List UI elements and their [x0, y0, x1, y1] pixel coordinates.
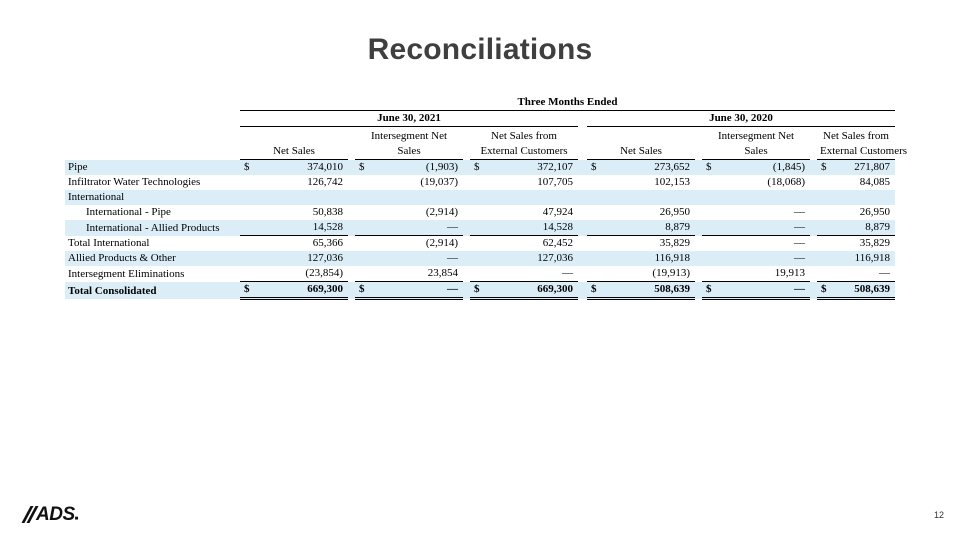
value-cell [587, 175, 695, 190]
currency-symbol: $ [359, 161, 365, 173]
currency-symbol: $ [821, 283, 827, 295]
column-gap [578, 205, 587, 220]
value-cell-inner [702, 205, 810, 220]
cell-value: — [794, 221, 805, 233]
column-gap [348, 160, 355, 176]
value-cell [817, 220, 895, 236]
column-header-line: Sales [744, 145, 768, 157]
cell-value: 271,807 [854, 161, 890, 173]
cell-value: 65,366 [312, 237, 343, 249]
cell-value: (2,914) [425, 237, 458, 249]
value-cell [355, 190, 463, 205]
value-cell-inner [817, 282, 895, 297]
currency-symbol: $ [474, 283, 480, 295]
value-cell-inner [702, 251, 810, 266]
value-cell [470, 160, 578, 176]
column-gap [463, 266, 470, 282]
cell-value: 508,639 [854, 283, 890, 295]
value-cell [240, 190, 348, 205]
value-cell-inner [587, 236, 695, 251]
column-gap [810, 127, 817, 160]
value-cell [470, 266, 578, 282]
value-cell-inner [702, 175, 810, 190]
cell-value: 273,652 [654, 161, 690, 173]
value-cell [702, 282, 810, 299]
value-cell [702, 175, 810, 190]
value-cell [355, 205, 463, 220]
value-cell [817, 236, 895, 252]
cell-value: 14,528 [312, 221, 343, 233]
value-cell [240, 175, 348, 190]
cell-value: (1,903) [425, 161, 458, 173]
cell-value: 26,950 [659, 206, 690, 218]
value-cell-inner [240, 175, 348, 190]
value-cell [470, 236, 578, 252]
value-cell-inner [587, 266, 695, 281]
value-cell [587, 282, 695, 299]
value-cell-inner [587, 282, 695, 297]
row-label: Total International [68, 237, 150, 249]
value-cell [470, 282, 578, 299]
period-header-row [65, 95, 895, 111]
value-cell-inner [587, 251, 695, 266]
value-cell [702, 251, 810, 266]
value-cell-inner [817, 160, 895, 175]
column-gap [348, 175, 355, 190]
row-label: Allied Products & Other [65, 251, 240, 266]
value-cell [587, 266, 695, 282]
column-header [355, 127, 463, 160]
value-cell-inner [355, 175, 463, 190]
column-gap [695, 160, 702, 176]
value-cell-inner [470, 251, 578, 266]
value-cell [817, 160, 895, 176]
cell-value: 127,036 [537, 252, 573, 264]
cell-value: 126,742 [307, 176, 343, 188]
value-cell [470, 190, 578, 205]
header-spacer [65, 127, 240, 160]
column-gap [810, 205, 817, 220]
value-cell [240, 266, 348, 282]
value-cell [470, 251, 578, 266]
currency-symbol: $ [821, 161, 827, 173]
column-gap [578, 282, 587, 299]
column-gap [810, 220, 817, 236]
cell-value: (19,913) [652, 267, 690, 279]
column-header-line: Sales [397, 145, 421, 157]
column-gap [695, 236, 702, 252]
column-gap [578, 127, 587, 160]
column-gap [578, 266, 587, 282]
cell-value: 508,639 [654, 283, 690, 295]
column-header-line: Net Sales [273, 145, 315, 157]
value-cell [817, 282, 895, 299]
column-gap [463, 190, 470, 205]
cell-value: 374,010 [307, 161, 343, 173]
table-row [65, 160, 895, 176]
cell-value: 23,854 [427, 267, 458, 279]
value-cell [817, 251, 895, 266]
value-cell [355, 220, 463, 236]
column-gap [810, 251, 817, 266]
cell-value: — [447, 283, 458, 295]
value-cell-inner [587, 175, 695, 190]
cell-value: (18,068) [767, 176, 805, 188]
page-title: Reconciliations [367, 33, 593, 66]
cell-value: 116,918 [654, 252, 690, 264]
value-cell-inner [240, 282, 348, 297]
value-cell-inner [355, 251, 463, 266]
value-cell-inner [587, 205, 695, 220]
column-header [587, 127, 695, 160]
column-header-line: External Customers [480, 145, 568, 157]
column-gap [348, 220, 355, 236]
cell-value: — [562, 267, 573, 279]
column-gap [810, 190, 817, 205]
value-cell-inner [240, 205, 348, 220]
value-cell [702, 220, 810, 236]
column-gap [578, 175, 587, 190]
value-cell [240, 160, 348, 176]
reconciliation-table-container [65, 95, 908, 300]
value-cell-inner [470, 220, 578, 235]
row-label: Pipe [65, 160, 240, 176]
value-cell-inner [355, 205, 463, 220]
group-header: June 30, 2020 [587, 111, 895, 127]
cell-value: — [794, 237, 805, 249]
column-gap [695, 205, 702, 220]
group-gap [578, 111, 587, 127]
column-gap [695, 190, 702, 205]
column-gap [348, 190, 355, 205]
cell-value: 47,924 [542, 206, 573, 218]
column-header-line: Intersegment Net [370, 130, 448, 142]
column-header [702, 127, 810, 160]
cell-value: (2,914) [425, 206, 458, 218]
column-header [240, 127, 348, 160]
row-label: International - Allied Products [65, 220, 240, 236]
column-gap [348, 205, 355, 220]
table-row [65, 220, 895, 236]
column-gap [578, 251, 587, 266]
column-gap [810, 266, 817, 282]
cell-value: 116,918 [854, 252, 890, 264]
total-row [65, 282, 895, 299]
currency-symbol: $ [706, 161, 712, 173]
cell-value: 102,153 [654, 176, 690, 188]
value-cell-inner [470, 175, 578, 190]
value-cell-inner [355, 220, 463, 235]
value-cell [587, 205, 695, 220]
column-gap [578, 236, 587, 252]
cell-value: 8,879 [865, 221, 890, 233]
cell-value: — [879, 267, 890, 279]
column-header-line: External Customers [820, 145, 908, 157]
value-cell-inner [702, 266, 810, 281]
cell-value: 8,879 [665, 221, 690, 233]
period-header: Three Months Ended [240, 95, 895, 111]
column-gap [810, 175, 817, 190]
column-gap [810, 160, 817, 176]
column-header-line: Intersegment Net [717, 130, 795, 142]
value-cell-inner [355, 236, 463, 251]
value-cell [355, 282, 463, 299]
value-cell-inner [240, 266, 348, 281]
value-cell-inner [702, 160, 810, 175]
cell-value: (1,845) [772, 161, 805, 173]
value-cell-inner [702, 282, 810, 297]
cell-value: — [794, 252, 805, 264]
value-cell [817, 190, 895, 205]
column-gap [810, 236, 817, 252]
column-header-row [65, 127, 895, 160]
value-cell-inner [817, 236, 895, 251]
cell-value: 35,829 [859, 237, 890, 249]
value-cell-inner [470, 282, 578, 297]
column-gap [463, 282, 470, 299]
column-gap [578, 190, 587, 205]
value-cell-inner [240, 251, 348, 266]
column-gap [463, 220, 470, 236]
value-cell [355, 266, 463, 282]
cell-value: 14,528 [542, 221, 573, 233]
value-cell [470, 220, 578, 236]
cell-value: 19,913 [774, 267, 805, 279]
cell-value: 35,829 [659, 237, 690, 249]
column-gap [348, 127, 355, 160]
value-cell-inner [240, 236, 348, 251]
value-cell-inner [817, 251, 895, 266]
logo-dot-icon: ■ [74, 516, 78, 522]
column-header [470, 127, 578, 160]
column-gap [463, 160, 470, 176]
value-cell [470, 205, 578, 220]
value-cell [702, 266, 810, 282]
row-label: Infiltrator Water Technologies [68, 176, 201, 188]
value-cell [702, 190, 810, 205]
column-gap [348, 236, 355, 252]
value-cell [702, 236, 810, 252]
row-label: International - Pipe [86, 206, 171, 218]
cell-value: 26,950 [859, 206, 890, 218]
cell-value: 372,107 [537, 161, 573, 173]
column-gap [463, 175, 470, 190]
column-gap [463, 127, 470, 160]
value-cell-inner [817, 220, 895, 235]
value-cell [587, 160, 695, 176]
logo-text: ADS [36, 504, 75, 525]
cell-value: 127,036 [307, 252, 343, 264]
row-label: International [65, 190, 240, 205]
value-cell [470, 175, 578, 190]
value-cell-inner [817, 266, 895, 281]
value-cell [240, 236, 348, 252]
header-spacer [65, 95, 240, 111]
column-gap [463, 236, 470, 252]
currency-symbol: $ [359, 283, 365, 295]
value-cell [240, 282, 348, 299]
column-gap [695, 127, 702, 160]
column-gap [695, 220, 702, 236]
value-cell [587, 220, 695, 236]
value-cell [355, 175, 463, 190]
value-cell [702, 160, 810, 176]
column-gap [695, 175, 702, 190]
header-spacer [65, 111, 240, 127]
value-cell [587, 190, 695, 205]
cell-value: 84,085 [859, 176, 890, 188]
cell-value: (23,854) [305, 267, 343, 279]
column-gap [695, 251, 702, 266]
column-gap [348, 266, 355, 282]
cell-value: — [794, 283, 805, 295]
value-cell-inner [817, 175, 895, 190]
cell-value: — [447, 252, 458, 264]
column-gap [695, 266, 702, 282]
value-cell [240, 205, 348, 220]
column-header-line: Net Sales from [491, 130, 557, 142]
cell-value: 669,300 [537, 283, 573, 295]
value-cell-inner [470, 266, 578, 281]
value-cell-inner [587, 220, 695, 235]
page-number: 12 [933, 510, 944, 520]
currency-symbol: $ [244, 161, 250, 173]
currency-symbol: $ [474, 161, 480, 173]
value-cell [240, 251, 348, 266]
cell-value: 62,452 [542, 237, 573, 249]
value-cell [817, 175, 895, 190]
value-cell [587, 251, 695, 266]
row-label: Total Consolidated [65, 282, 240, 299]
value-cell [702, 205, 810, 220]
currency-symbol: $ [244, 283, 250, 295]
value-cell-inner [702, 220, 810, 235]
table-row [65, 251, 895, 266]
reconciliation-table [65, 95, 908, 300]
column-gap [463, 251, 470, 266]
value-cell-inner [470, 205, 578, 220]
table-row [65, 236, 895, 252]
table-row [65, 266, 895, 282]
currency-symbol: $ [706, 283, 712, 295]
value-cell-inner [355, 282, 463, 297]
cell-value: 107,705 [537, 176, 573, 188]
value-cell [355, 236, 463, 252]
value-cell [240, 220, 348, 236]
value-cell [355, 251, 463, 266]
cell-value: 50,838 [312, 206, 343, 218]
value-cell-inner [470, 236, 578, 251]
cell-value: — [447, 221, 458, 233]
column-header-line: Net Sales from [823, 130, 889, 142]
column-gap [578, 220, 587, 236]
currency-symbol: $ [591, 283, 597, 295]
group-header-row [65, 111, 895, 127]
table-row [65, 175, 895, 190]
table-row [65, 205, 895, 220]
column-header [817, 127, 908, 160]
table-row [65, 190, 895, 205]
value-cell [587, 236, 695, 252]
value-cell [817, 266, 895, 282]
column-header-line: Net Sales [620, 145, 662, 157]
value-cell [355, 160, 463, 176]
row-label: Intersegment Eliminations [68, 267, 185, 280]
cell-value: (19,037) [420, 176, 458, 188]
value-cell [817, 205, 895, 220]
value-cell-inner [240, 160, 348, 175]
group-header: June 30, 2021 [240, 111, 578, 127]
cell-value: — [794, 206, 805, 218]
value-cell-inner [587, 160, 695, 175]
value-cell-inner [355, 160, 463, 175]
value-cell-inner [817, 205, 895, 220]
column-gap [348, 251, 355, 266]
cell-value: 669,300 [307, 283, 343, 295]
column-gap [463, 205, 470, 220]
value-cell-inner [355, 266, 463, 281]
value-cell-inner [470, 160, 578, 175]
column-gap [578, 160, 587, 176]
value-cell-inner [240, 220, 348, 235]
column-gap [348, 282, 355, 299]
currency-symbol: $ [591, 161, 597, 173]
value-cell-inner [702, 236, 810, 251]
column-gap [695, 282, 702, 299]
column-gap [810, 282, 817, 299]
ads-logo [26, 504, 78, 526]
